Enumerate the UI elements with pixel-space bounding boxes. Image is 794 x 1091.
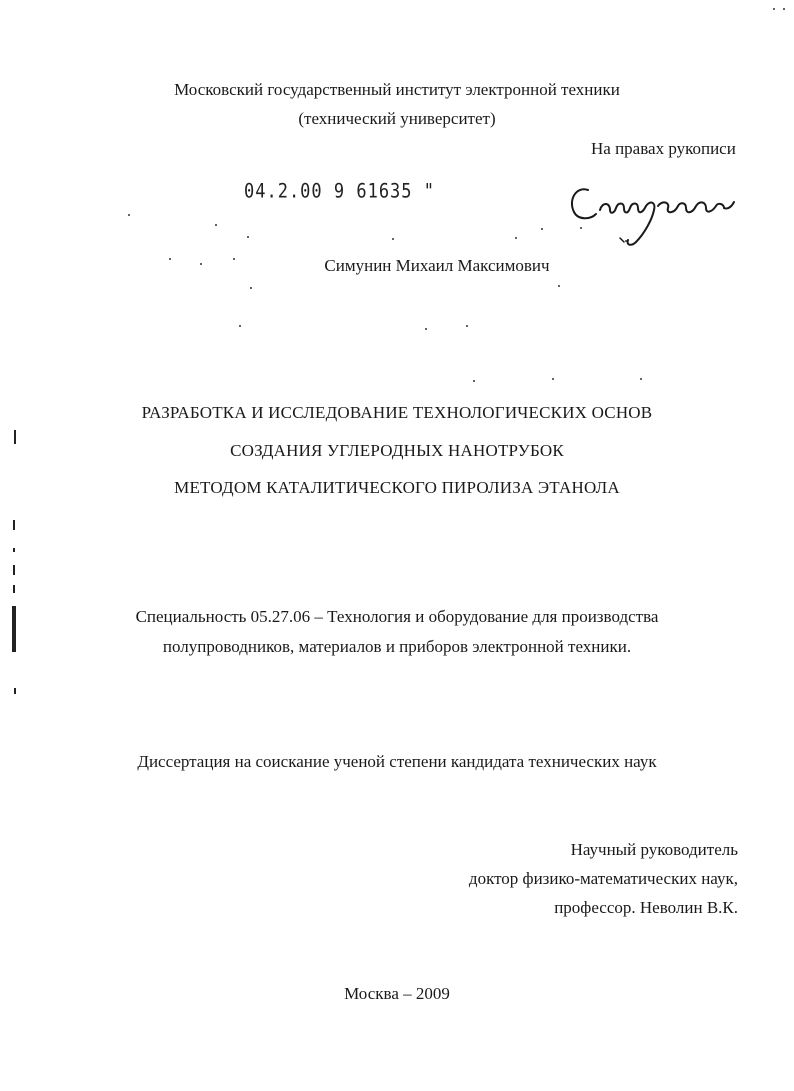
scan-speck: [473, 380, 475, 382]
scan-speck: [200, 263, 202, 265]
city-year: Москва – 2009: [344, 984, 450, 1003]
scan-speck: [552, 378, 554, 380]
scan-speck: [250, 287, 252, 289]
margin-mark: [13, 520, 15, 530]
margin-mark: [13, 565, 15, 575]
scan-speck: [580, 227, 582, 229]
scan-speck: [239, 325, 241, 327]
margin-mark: [14, 430, 16, 444]
scan-speck: [425, 328, 427, 330]
scan-speck: [640, 378, 642, 380]
scan-speck: [773, 8, 775, 10]
institute-line-2: (технический университет): [298, 109, 496, 128]
rights-note: На правах рукописи: [591, 139, 736, 158]
scan-speck: [247, 236, 249, 238]
specialty-line-2: полупроводников, материалов и приборов электронной техники.: [162, 637, 632, 656]
scan-speck: [466, 325, 468, 327]
dissertation-statement: Диссертация на соискание ученой степени кандидата технических наук: [137, 752, 657, 771]
scan-speck: [169, 258, 171, 260]
scan-speck: [233, 258, 235, 260]
scan-speck: [128, 214, 130, 216]
institute-line-1: Московский государственный институт электронной техники: [174, 80, 620, 99]
margin-mark: [12, 606, 16, 652]
supervisor-degree: доктор физико-математических наук,: [468, 869, 738, 888]
margin-mark: [14, 688, 16, 694]
scan-speck: [783, 8, 785, 10]
scan-speck: [392, 238, 394, 240]
margin-mark: [13, 585, 15, 593]
supervisor-role: Научный руководитель: [570, 840, 738, 859]
supervisor-name: профессор. Неволин В.К.: [554, 898, 738, 917]
title-line-3: МЕТОДОМ КАТАЛИТИЧЕСКОГО ПИРОЛИЗА ЭТАНОЛА: [174, 478, 620, 497]
scan-speck: [625, 240, 627, 242]
scan-speck: [215, 224, 217, 226]
specialty-line-1: Специальность 05.27.06 – Технология и оборудование для производства: [135, 607, 659, 626]
scan-speck: [515, 237, 517, 239]
title-line-2: СОЗДАНИЯ УГЛЕРОДНЫХ НАНОТРУБОК: [230, 441, 564, 460]
scan-speck: [541, 228, 543, 230]
registration-stamp: 04.2.00 9 61635 ": [244, 180, 435, 203]
scan-speck: [558, 285, 560, 287]
author-name: Симунин Михаил Максимович: [324, 256, 550, 275]
margin-mark: [13, 548, 15, 552]
title-line-1: РАЗРАБОТКА И ИССЛЕДОВАНИЕ ТЕХНОЛОГИЧЕСКИХ ОСНОВ: [141, 403, 653, 422]
author-signature: [566, 176, 738, 250]
